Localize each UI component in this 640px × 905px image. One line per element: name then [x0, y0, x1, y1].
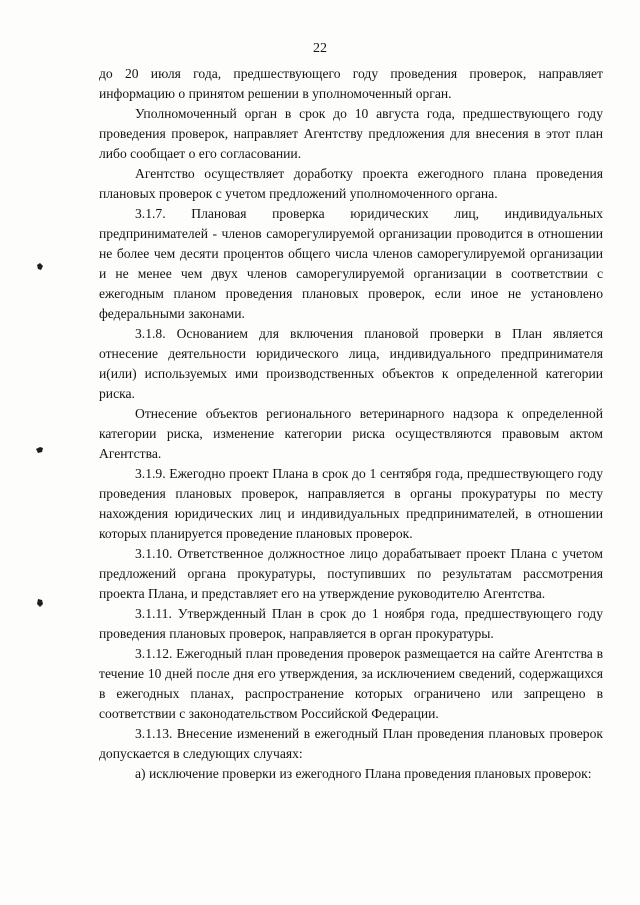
paragraph-risk-category: Отнесение объектов регионального ветеринарного надзора к определенной категории риска, изменение категории риска осуществляются правовым актом Агентства.: [99, 406, 603, 461]
paragraph-authorized-body-deadline: Уполномоченный орган в срок до 10 августа года, предшествующего году проведения проверок, направляет Агентству предложения для внесения в этот план либо сообщает о его согласовании.: [99, 106, 603, 161]
document-body: [99, 64, 603, 784]
paragraph-item-a: а) исключение проверки из ежегодного Плана проведения плановых проверок:: [135, 766, 592, 781]
paragraph-3-1-11: 3.1.11. Утвержденный План в срок до 1 ноября года, предшествующего году проведения плановых проверок, направляется в орган прокуратуры.: [99, 606, 603, 641]
scan-speck-mark: [36, 263, 44, 271]
paragraph-3-1-10: 3.1.10. Ответственное должностное лицо дорабатывает проект Плана с учетом предложений органа прокуратуры, поступивших по результатам рассмотрения проекта Плана, и представляет его на утверждение руководителю Агентства.: [99, 546, 603, 601]
paragraph-3-1-13: 3.1.13. Внесение изменений в ежегодный План проведения плановых проверок допускается в следующих случаях:: [99, 726, 603, 761]
paragraph-3-1-8: 3.1.8. Основанием для включения плановой проверки в План является отнесение деятельности юридического лица, индивидуального предпринимателя и(или) используемых ими производственных объектов к определенной категории риска.: [99, 326, 603, 401]
scan-speck-mark: [36, 446, 44, 454]
page-number: 22: [313, 41, 327, 56]
paragraph-agency-revision: Агентство осуществляет доработку проекта ежегодного плана проведения плановых проверок с учетом предложений уполномоченного органа.: [99, 166, 603, 201]
paragraph-3-1-9: 3.1.9. Ежегодно проект Плана в срок до 1 сентября года, предшествующего году проведения плановых проверок, направляется в органы прокуратуры по месту нахождения юридических лиц и индивидуальных предпринимателей, в отношении которых планируется проведение плановых проверок.: [99, 466, 603, 541]
paragraph-continuation: до 20 июля года, предшествующего году проведения проверок, направляет информацию о принятом решении в уполномоченный орган.: [99, 66, 603, 101]
paragraph-3-1-7: 3.1.7. Плановая проверка юридических лиц, индивидуальных предпринимателей - членов саморегулируемой организации проводится в отношении не более чем десяти процентов общего числа членов саморегулируемой организации и не менее чем двух членов саморегулируемой организации в соответствии с ежегодным планом проведения плановых проверок, если иное не установлено федеральными законами.: [99, 206, 603, 321]
paragraph-3-1-12: 3.1.12. Ежегодный план проведения проверок размещается на сайте Агентства в течение 10 дней после дня его утверждения, за исключением сведений, содержащихся в ежегодных планах, распространение которых ограничено или запрещено в соответствии с законодательством Российской Федерации.: [99, 646, 603, 721]
scan-speck-mark: [36, 599, 44, 607]
